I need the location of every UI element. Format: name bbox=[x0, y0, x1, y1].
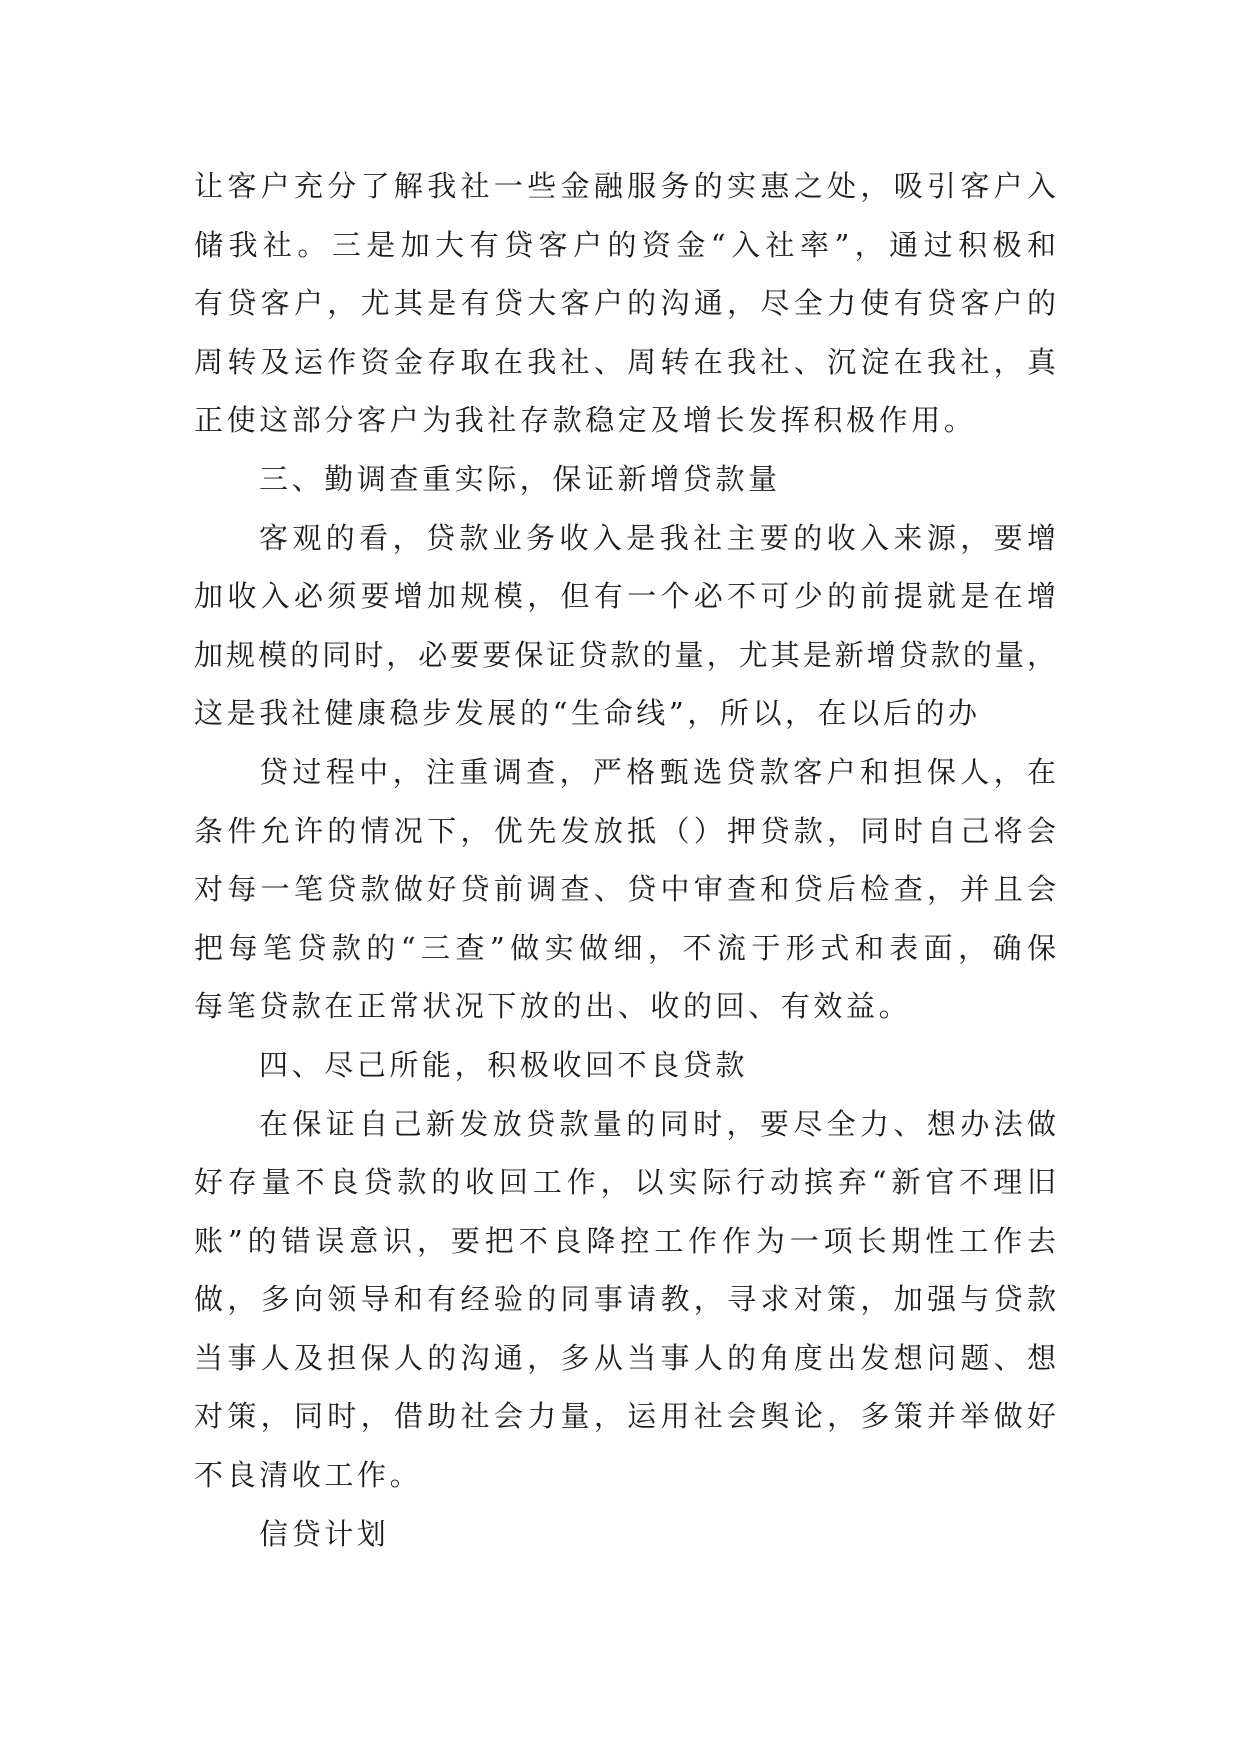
paragraph-line: 正使这部分客户为我社存款稳定及增长发挥积极作用。 bbox=[194, 403, 977, 438]
section-heading: 三、勤调查重实际，保证新增贷款量 bbox=[259, 461, 781, 496]
paragraph-line: 好存量不良贷款的收回工作，以实际行动摈弃“新官不理旧 bbox=[194, 1165, 1056, 1200]
section-heading: 四、尽己所能，积极收回不良贷款 bbox=[259, 1047, 749, 1082]
paragraph-line: 这是我社健康稳步发展的“生命线”，所以，在以后的办 bbox=[194, 696, 981, 731]
paragraph bbox=[194, 743, 1056, 1036]
paragraph-line: 加收入必须要增加规模，但有一个必不可少的前提就是在增 bbox=[194, 579, 1056, 614]
paragraph-line: 当事人及担保人的沟通，多从当事人的角度出发想问题、想 bbox=[194, 1340, 1056, 1375]
paragraph-line: 贷过程中，注重调查，严格甄选贷款客户和担保人，在 bbox=[259, 754, 1056, 789]
paragraph bbox=[194, 157, 1056, 450]
paragraph bbox=[194, 1095, 1056, 1505]
paragraph-line: 把每笔贷款的“三查”做实做细，不流于形式和表面，确保 bbox=[194, 930, 1056, 965]
document-body bbox=[194, 157, 1056, 1563]
section-heading: 信贷计划 bbox=[259, 1516, 390, 1551]
paragraph-line: 对策，同时，借助社会力量，运用社会舆论，多策并举做好 bbox=[194, 1399, 1056, 1434]
paragraph-line: 每笔贷款在正常状况下放的出、收的回、有效益。 bbox=[194, 989, 912, 1024]
paragraph-line: 在保证自己新发放贷款量的同时，要尽全力、想办法做 bbox=[259, 1106, 1056, 1141]
paragraph-line: 条件允许的情况下，优先发放抵（）押贷款，同时自己将会 bbox=[194, 813, 1056, 848]
paragraph-line: 账”的错误意识，要把不良降控工作作为一项长期性工作去 bbox=[194, 1223, 1056, 1258]
paragraph-line: 加规模的同时，必要要保证贷款的量，尤其是新增贷款的量， bbox=[194, 637, 1056, 672]
paragraph-line: 储我社。三是加大有贷客户的资金“入社率”，通过积极和 bbox=[194, 227, 1056, 262]
paragraph-line: 有贷客户，尤其是有贷大客户的沟通，尽全力使有贷客户的 bbox=[194, 286, 1056, 321]
paragraph-line: 不良清收工作。 bbox=[194, 1458, 423, 1493]
paragraph-line: 对每一笔贷款做好贷前调查、贷中审查和贷后检查，并且会 bbox=[194, 872, 1056, 907]
paragraph bbox=[194, 509, 1056, 743]
paragraph-line: 让客户充分了解我社一些金融服务的实惠之处，吸引客户入 bbox=[194, 169, 1056, 203]
paragraph-line: 周转及运作资金存取在我社、周转在我社、沉淀在我社，真 bbox=[194, 344, 1056, 379]
paragraph-line: 客观的看，贷款业务收入是我社主要的收入来源，要增 bbox=[259, 520, 1056, 555]
paragraph-line: 做，多向领导和有经验的同事请教，寻求对策，加强与贷款 bbox=[194, 1282, 1056, 1317]
